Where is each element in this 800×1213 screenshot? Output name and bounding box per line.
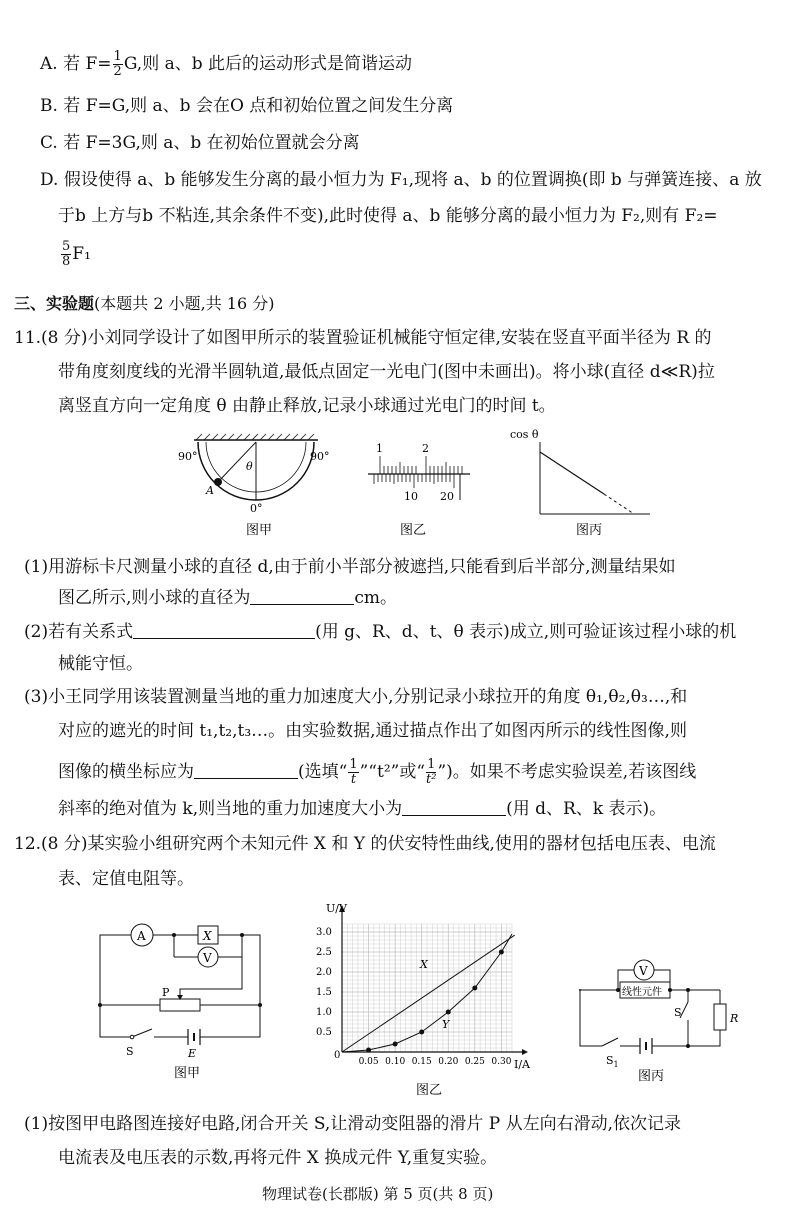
option-d-line2: 于b 上方与b 不粘连,其余条件不变),此时使得 a、b 能够分离的最小恒力为 F₂,则有 F₂= <box>58 206 718 226</box>
fraction-num: 5 <box>62 239 71 254</box>
origin-label: 0 <box>334 1050 341 1061</box>
fraction-den: t² <box>426 772 437 787</box>
series-y-point <box>366 1048 371 1053</box>
answer-blank[interactable] <box>402 799 506 816</box>
x-tick-label: 0.20 <box>438 1057 459 1067</box>
answer-blank[interactable] <box>194 762 298 779</box>
fig-caption: 图丙 <box>576 523 603 538</box>
q11-p1-line1: (1)用游标卡尺测量小球的直径 d,由于前小半部分被遮挡,只能看到后半部分,测量结果如 <box>24 557 676 577</box>
resistor-label: R <box>730 1012 739 1025</box>
section-heading <box>14 293 274 315</box>
q12-p1-line2: 电流表及电压表的示数,再将元件 X 换成元件 Y,重复实验。 <box>58 1148 498 1168</box>
ball <box>214 478 222 486</box>
linear-component-label: 线性元件 <box>622 987 662 998</box>
voltmeter-label: V <box>639 964 648 978</box>
fraction-den: t <box>350 772 357 787</box>
switch-pivot <box>130 1035 134 1039</box>
fraction-num: 1 <box>113 49 122 64</box>
answer-blank[interactable] <box>133 622 315 639</box>
q11-p3-line2: 对应的遮光的时间 t₁,t₂,t₃…。由实验数据,通过描点作出了如图丙所示的线性图像,则 <box>58 721 687 741</box>
x-tick-label: 0.25 <box>464 1057 485 1067</box>
switch-s1-sub: 1 <box>613 1060 619 1069</box>
q12-line2: 表、定值电阻等。 <box>58 869 194 889</box>
q11-line2: 带角度刻度线的光滑半圆轨道,最低点固定一光电门(图中未画出)。将小球(直径 d≪R)拉 <box>58 362 715 382</box>
q11-p1-text: 图乙所示,则小球的直径为 <box>58 588 251 608</box>
ball-label: A <box>206 484 214 497</box>
q11-p3-line4 <box>58 798 666 820</box>
component-x-label: X <box>203 929 212 943</box>
q11-fig-jia <box>170 430 340 540</box>
node <box>686 988 690 992</box>
series-y-point <box>446 1010 451 1015</box>
q11-p1-unit: cm。 <box>354 588 398 608</box>
fraction-den: 2 <box>113 64 122 79</box>
switch-label: S <box>126 1045 134 1058</box>
main-scale-2: 2 <box>422 442 429 455</box>
switch-s-label: S <box>674 1006 682 1019</box>
fig-caption: 图甲 <box>174 1066 201 1081</box>
graph-line <box>540 452 604 494</box>
ammeter-label: A <box>137 929 146 943</box>
resistor-r <box>714 1004 726 1030</box>
q12-p1-line1: (1)按图甲电路图连接好电路,闭合开关 S,让滑动变阻器的滑片 P 从左向右滑动,依次记录 <box>24 1114 681 1134</box>
x-tick-label: 0.10 <box>385 1057 406 1067</box>
fraction <box>426 758 436 787</box>
graph-line-dashed <box>604 494 634 514</box>
voltmeter-label: V <box>203 951 212 965</box>
q11-p3-text-3: 斜率的绝对值为 k,则当地的重力加速度大小为 <box>58 799 403 819</box>
q11-p3-text: 图像的横坐标应为 <box>58 762 194 782</box>
fraction-den: 8 <box>62 254 71 269</box>
node <box>172 933 176 937</box>
vernier-20: 20 <box>440 490 454 503</box>
y-axis-label: U/V <box>326 902 347 915</box>
right-angle-label: 90° <box>310 450 330 463</box>
slider-label: P <box>162 986 170 999</box>
y-tick-label: 1.5 <box>316 987 332 998</box>
x-tick-label: 0.05 <box>358 1057 379 1067</box>
x-tick-label: 0.15 <box>411 1057 432 1067</box>
q11-p1-line2 <box>58 587 397 609</box>
q11-line1: 11.(8 分)小刘同学设计了如图甲所示的装置验证机械能守恒定律,安装在竖直平面半径为 R 的 <box>14 328 712 348</box>
q11-fig-yi <box>360 440 480 540</box>
fraction <box>113 50 123 79</box>
left-angle-label: 90° <box>178 450 198 463</box>
q12-fig-bing <box>570 940 740 1085</box>
fig-caption: 图甲 <box>246 523 273 538</box>
main-scale-ticks <box>380 456 462 474</box>
q11-p3-opt: (选填“ <box>298 762 348 782</box>
series-x-line <box>342 935 515 1052</box>
curve-y-label: Y <box>442 1018 450 1031</box>
battery-label: E <box>188 1047 197 1060</box>
section-note: (本题共 2 小题,共 16 分) <box>94 294 275 313</box>
fig-caption: 图乙 <box>400 523 427 538</box>
zero-label: 0° <box>250 502 263 515</box>
theta-label: θ <box>246 460 253 473</box>
switch-s1 <box>602 1038 618 1046</box>
x-axis-label: I/A <box>514 1058 530 1071</box>
q12-fig-yi-chart <box>300 900 540 1100</box>
q11-p3-opt-2: ”“t²”或“ <box>359 762 426 782</box>
q11-p3-line1: (3)小王同学用该装置测量当地的重力加速度大小,分别记录小球拉开的角度 θ₁,θ₂,θ₃…,和 <box>24 687 688 707</box>
series-y-point <box>499 950 504 955</box>
switch-s1-letter: S <box>606 1054 614 1067</box>
option-a-text-2: G,则 a、b 此后的运动形式是简谐运动 <box>123 54 413 74</box>
y-tick-label: 3.0 <box>316 927 332 938</box>
y-tick-label: 2.0 <box>316 967 332 978</box>
node <box>579 989 581 991</box>
answer-blank[interactable] <box>250 588 354 605</box>
circuit-placeholder <box>100 935 260 1037</box>
option-c: C. 若 F=3G,则 a、b 在初始位置就会分离 <box>40 133 360 153</box>
page-footer: 物理试卷(长郡版) 第 5 页(共 8 页) <box>262 1185 494 1203</box>
option-d-f1: F₁ <box>72 244 91 264</box>
fraction-num: 1 <box>349 757 358 772</box>
q11-p2-line1 <box>24 621 736 643</box>
fraction <box>61 240 71 269</box>
circuit-outer <box>100 935 260 1037</box>
q11-p3-line3 <box>58 758 696 787</box>
q11-p2-text: (2)若有关系式 <box>24 622 134 642</box>
fraction-num: 1 <box>427 757 436 772</box>
option-a-text: A. 若 F= <box>40 54 112 74</box>
x-axis-arrow <box>522 1049 528 1055</box>
y-tick-label: 1.0 <box>316 1007 332 1018</box>
section-title: 三、实验题 <box>14 294 95 313</box>
q11-fig-bing <box>500 428 660 540</box>
y-tick-label: 2.5 <box>316 947 332 958</box>
series-y-point <box>472 986 477 991</box>
q11-p3-text-2: ”)。如果不考虑实验误差,若该图线 <box>437 762 697 782</box>
main-scale-1: 1 <box>376 442 383 455</box>
fraction <box>348 758 358 787</box>
vernier-ticks <box>374 474 454 488</box>
node <box>240 933 244 937</box>
wire <box>688 1030 720 1046</box>
option-a <box>40 50 412 79</box>
fig-caption: 图丙 <box>638 1069 665 1084</box>
fig-caption: 图乙 <box>416 1083 443 1098</box>
q11-p2-text-2: (用 g、R、d、t、θ 表示)成立,则可验证该过程小球的机 <box>315 622 737 642</box>
option-d-line1: D. 假设使得 a、b 能够发生分离的最小恒力为 F₁,现将 a、b 的位置调换(即 b 与弹簧连接、a 放 <box>40 170 762 190</box>
series-y-point <box>419 1030 424 1035</box>
q11-p3-text-4: (用 d、R、k 表示)。 <box>506 799 667 819</box>
q11-line3: 离竖直方向一定角度 θ 由静止释放,记录小球通过光电门的时间 t。 <box>58 396 556 416</box>
option-b: B. 若 F=G,则 a、b 会在O 点和初始位置之间发生分离 <box>40 96 454 116</box>
node <box>616 988 620 992</box>
wire <box>580 990 602 1046</box>
y-axis-label: cos θ <box>510 428 539 441</box>
vernier-10: 10 <box>404 490 418 503</box>
rheostat <box>160 999 200 1011</box>
node <box>668 988 672 992</box>
q12-fig-jia <box>90 915 270 1085</box>
option-d-line3 <box>60 240 91 269</box>
ceiling-hatching <box>196 434 314 440</box>
y-tick-label: 0.5 <box>316 1027 332 1038</box>
switch-s1-label <box>606 1054 619 1069</box>
q12-line1: 12.(8 分)某实验小组研究两个未知元件 X 和 Y 的伏安特性曲线,使用的器材包括电压表、电流 <box>14 834 716 854</box>
x-tick-label: 0.30 <box>491 1057 512 1067</box>
curve-x-label: X <box>420 958 428 971</box>
series-y-point <box>393 1042 398 1047</box>
chart-grid <box>342 924 512 1052</box>
q11-p2-line2: 械能守恒。 <box>58 654 143 674</box>
